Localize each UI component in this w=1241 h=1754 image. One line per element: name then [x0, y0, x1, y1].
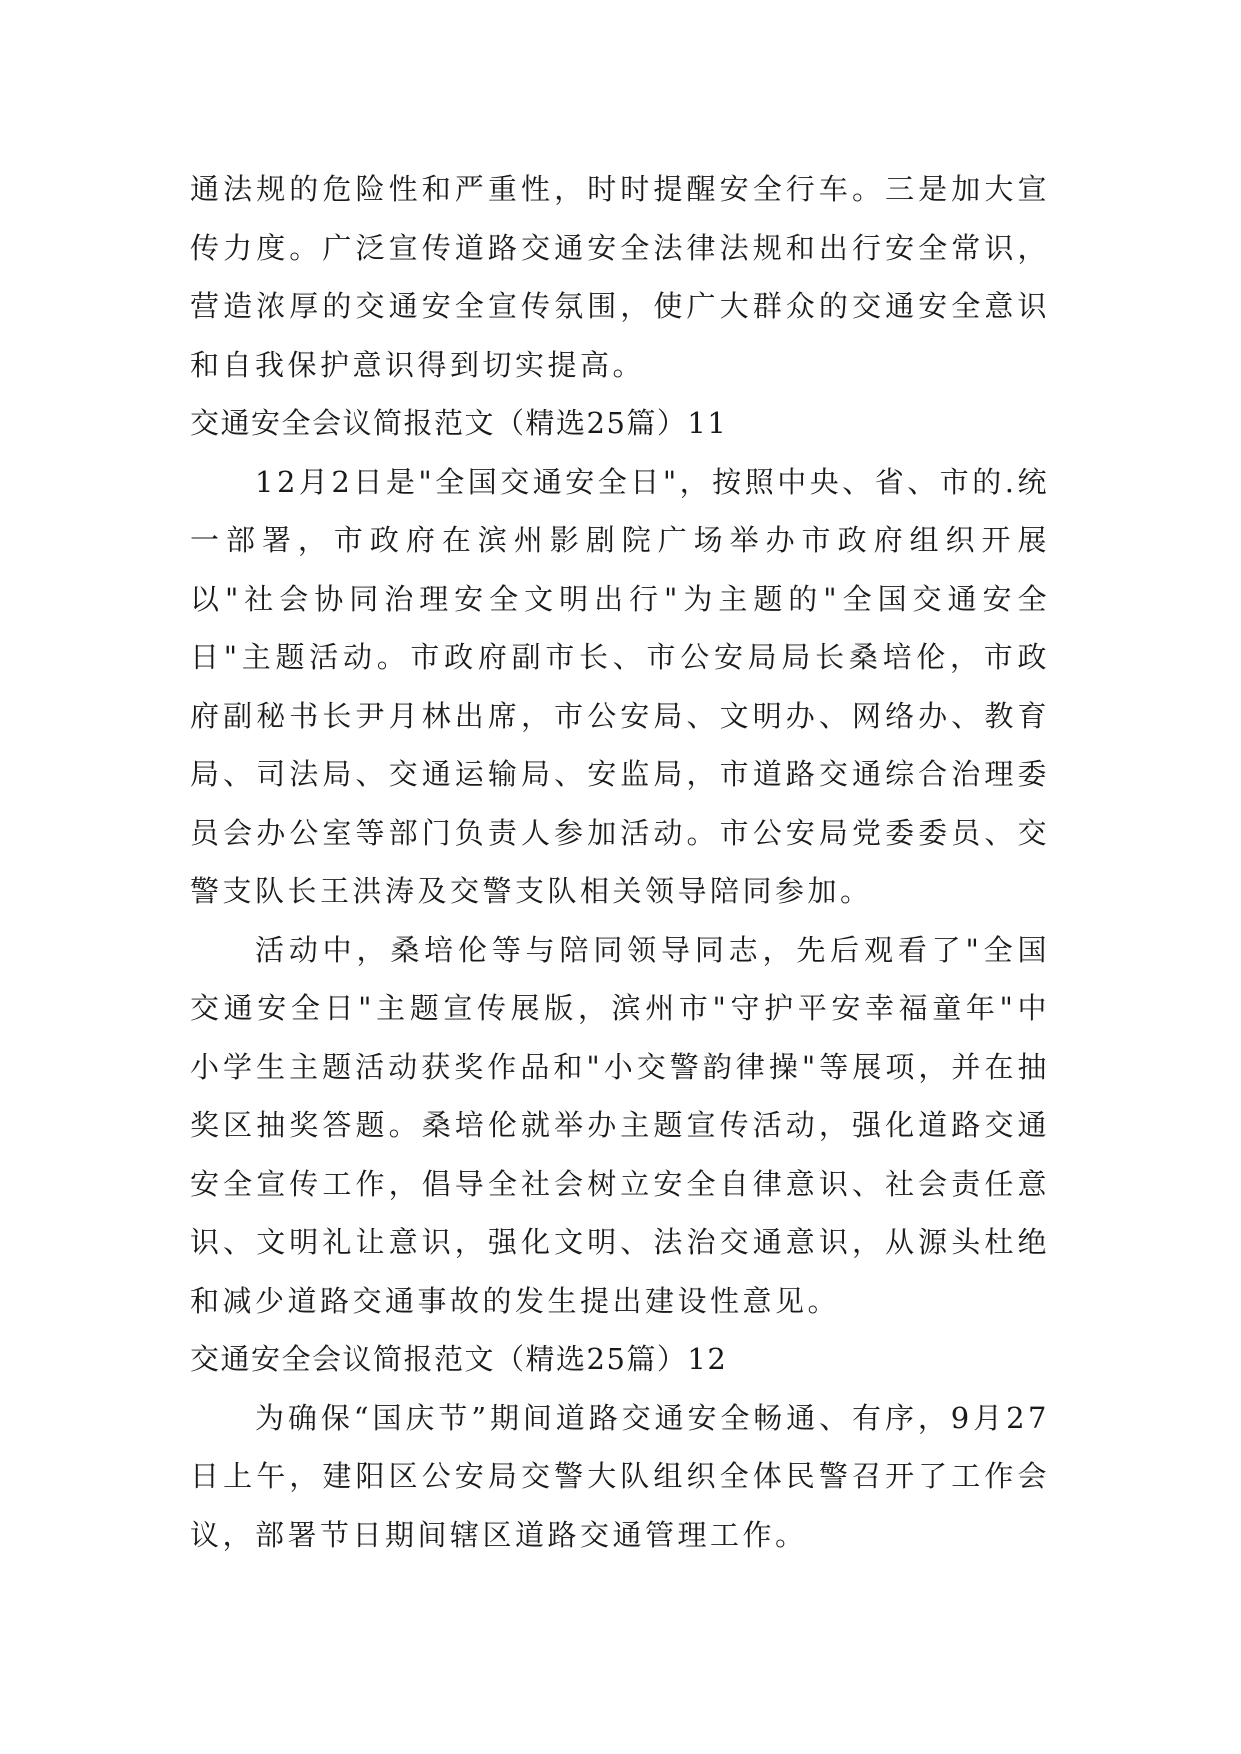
paragraph-national-day: 为确保“国庆节”期间道路交通安全畅通、有序，9月27日上午，建阳区公安局交警大队组织全体民警召开了工作会议，部署节日期间辖区道路交通管理工作。	[190, 1400, 1050, 1552]
section-heading-11: 交通安全会议简报范文（精选25篇）11	[190, 406, 728, 440]
paragraph-continued: 通法规的危险性和严重性，时时提醒安全行车。三是加大宣传力度。广泛宣传道路交通安全法律法规和出行安全常识，营造浓厚的交通安全宣传氛围，使广大群众的交通安全意识和自我保护意识得到切实提高。	[190, 172, 1050, 382]
paragraph-activity: 活动中，桑培伦等与陪同领导同志，先后观看了"全国交通安全日"主题宣传展版，滨州市"守护平安幸福童年"中小学生主题活动获奖作品和"小交警韵律操"等展项，并在抽奖区抽奖答题。桑培伦就举办主题宣传活动，强化道路交通安全宣传工作，倡导全社会树立安全自律意识、社会责任意识、文明礼让意识，强化文明、法治交通意识，从源头杜绝和减少道路交通事故的发生提出建设性意见。	[190, 932, 1050, 1318]
paragraph-traffic-day: 12月2日是"全国交通安全日"，按照中央、省、市的.统一部署，市政府在滨州影剧院广场举办市政府组织开展以"社会协同治理安全文明出行"为主题的"全国交通安全日"主题活动。市政府副市长、市公安局局长桑培伦，市政府副秘书长尹月林出席，市公安局、文明办、网络办、教育局、司法局、交通运输局、安监局，市道路交通综合治理委员会办公室等部门负责人参加活动。市公安局党委委员、交警支队长王洪涛及交警支队相关领导陪同参加。	[190, 464, 1050, 908]
document-body	[190, 160, 1050, 1564]
section-heading-12: 交通安全会议简报范文（精选25篇）12	[190, 1342, 728, 1376]
